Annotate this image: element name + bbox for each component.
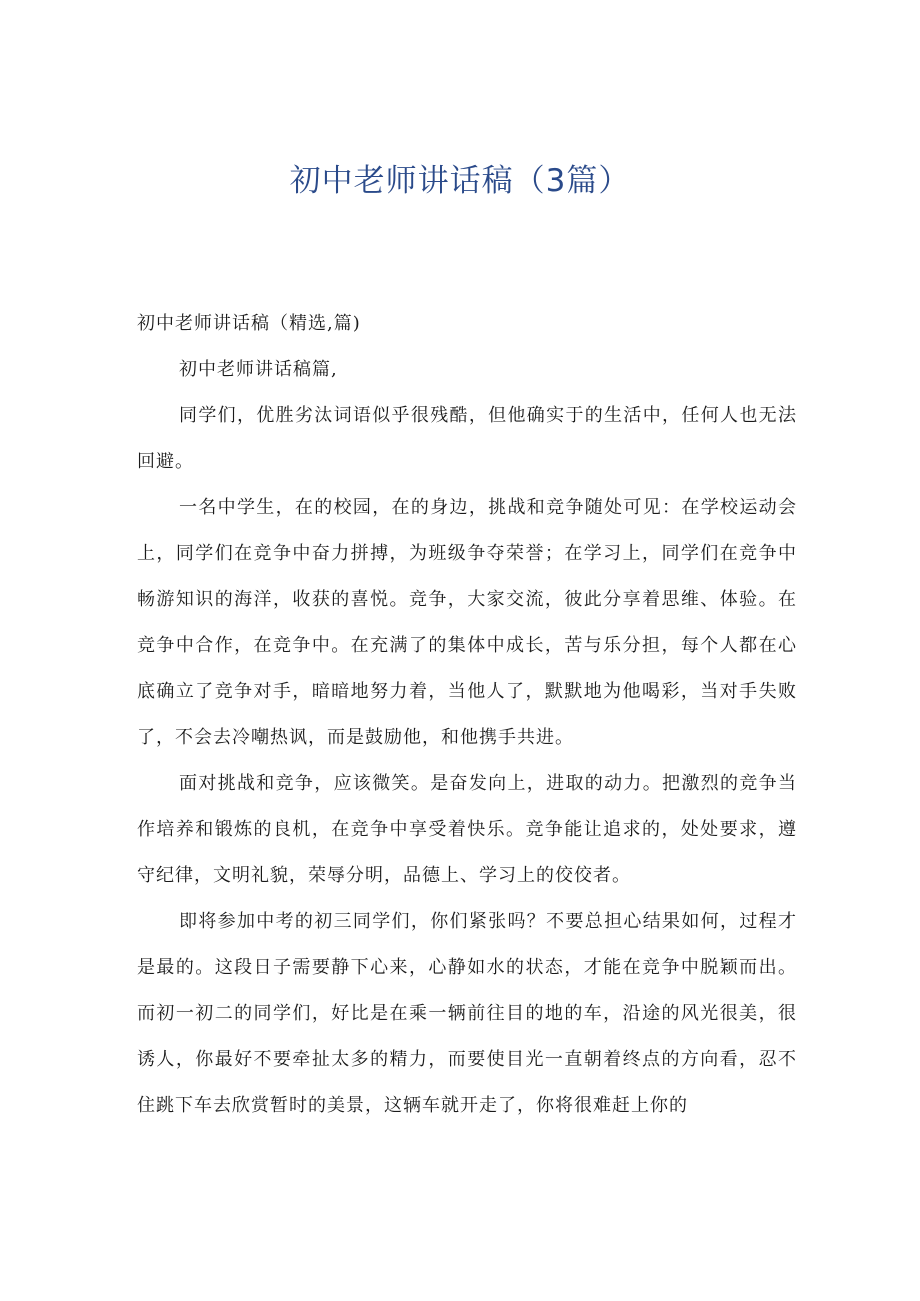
document-subtitle: 初中老师讲话稿（精选,篇) bbox=[137, 313, 361, 334]
paragraph: 初中老师讲话稿篇, bbox=[179, 359, 338, 380]
paragraph: 同学们，优胜劣汰词语似乎很残酷，但他确实于的生活中，任何人也无法回避。 bbox=[137, 405, 797, 472]
paragraph: 即将参加中考的初三同学们，你们紧张吗？不要总担心结果如何，过程才是最的。这段日子需要静下心来，心静如水的状态，才能在竞争中脱颖而出。而初一初二的同学们，好比是在乘一辆前往目的地的车，沿途的风光很美，很诱人，你最好不要牵扯太多的精力，而要使目光一直朝着终点的方向看，忍不住跳下车去欣赏暂时的美景，这辆车就开走了，你将很难赶上你的 bbox=[137, 911, 797, 1116]
paragraph: 一名中学生，在的校园，在的身边，挑战和竞争随处可见：在学校运动会上，同学们在竞争中奋力拼搏，为班级争夺荣誉；在学习上，同学们在竞争中畅游知识的海洋，收获的喜悦。竞争，大家交流，彼此分享着思维、体验。在竞争中合作，在竞争中。在充满了的集体中成长，苦与乐分担，每个人都在心底确立了竞争对手，暗暗地努力着，当他人了，默默地为他喝彩，当对手失败了，不会去冷嘲热讽，而是鼓励他，和他携手共进。 bbox=[137, 497, 797, 748]
document-title: 初中老师讲话稿（3篇） bbox=[289, 163, 631, 199]
document-body bbox=[137, 301, 797, 1129]
paragraph: 面对挑战和竞争，应该微笑。是奋发向上，进取的动力。把激烈的竞争当作培养和锻炼的良机，在竞争中享受着快乐。竞争能让追求的，处处要求，遵守纪律，文明礼貌，荣辱分明，品德上、学习上的佼佼者。 bbox=[137, 773, 797, 886]
